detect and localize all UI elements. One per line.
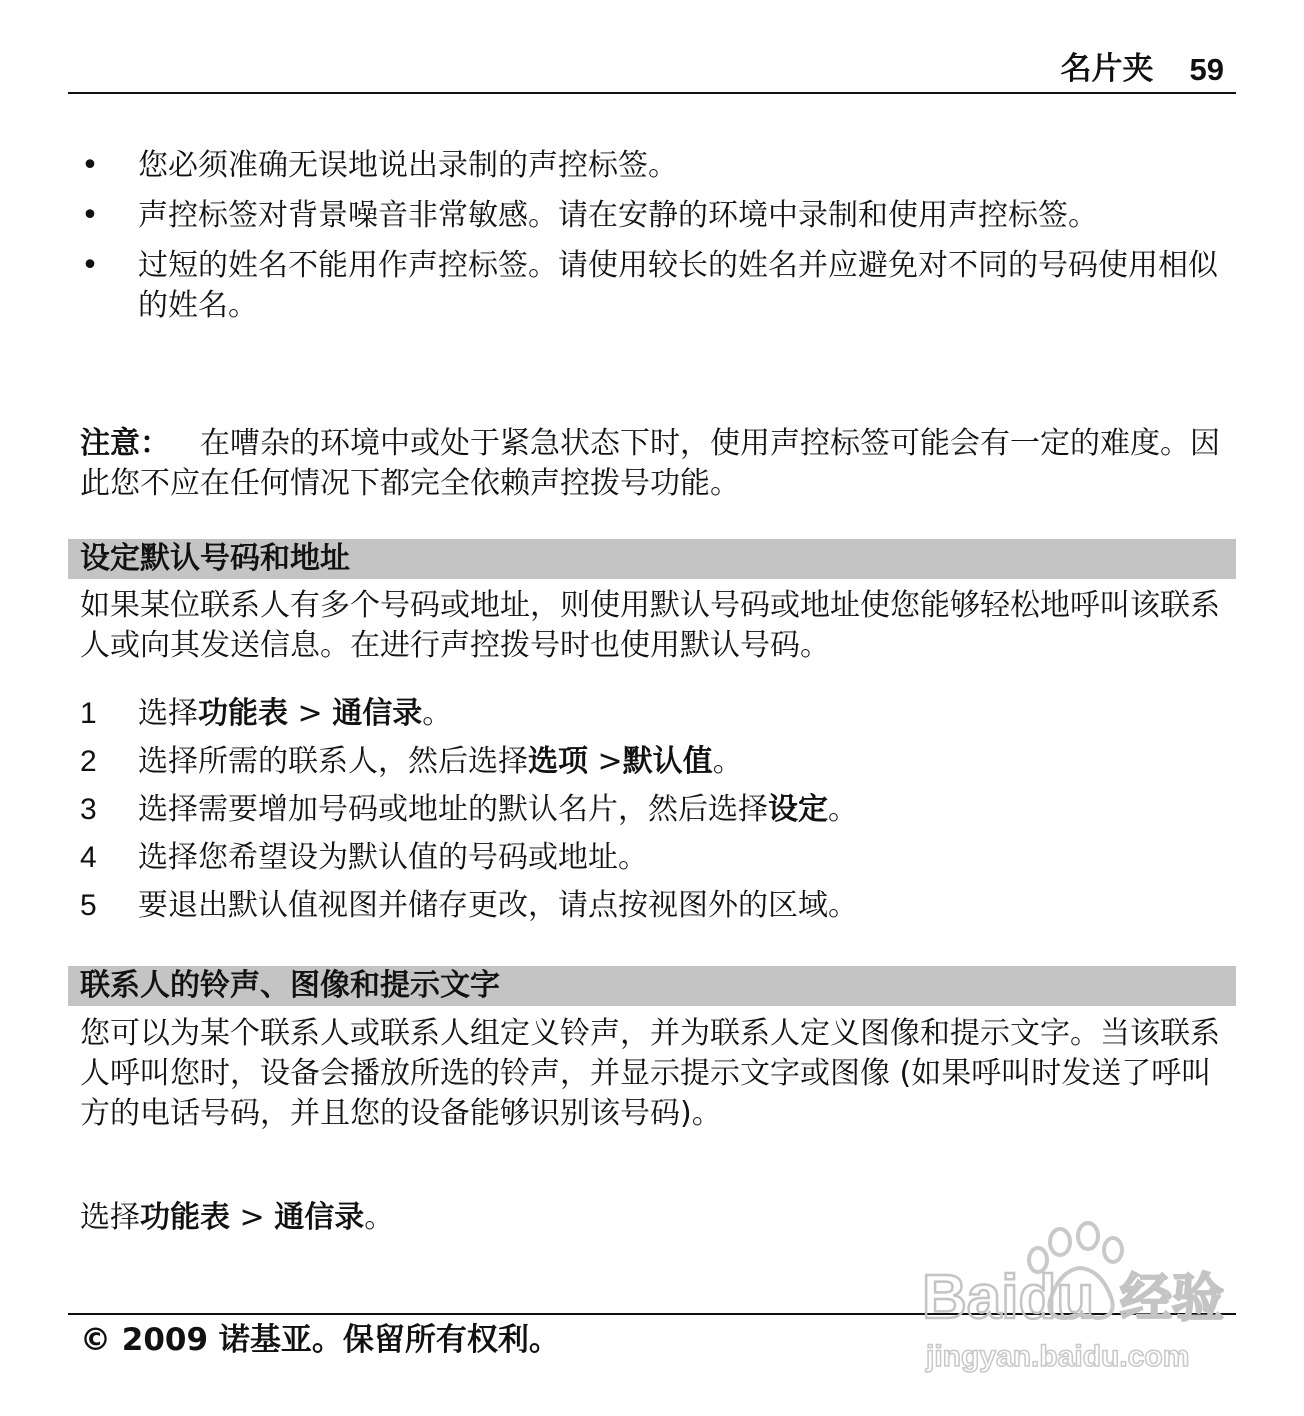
- menu-separator: >: [288, 696, 333, 731]
- copyright-footer: © 2009 诺基亚。保留所有权利。: [80, 1322, 560, 1358]
- step-number: 3: [80, 793, 97, 826]
- menu-reference: 选项: [528, 744, 588, 779]
- menu-separator: >: [588, 744, 623, 779]
- bullet-icon: •: [81, 148, 99, 183]
- step-text: 要退出默认值视图并储存更改，请点按视图外的区域。: [138, 888, 858, 923]
- steps-list: [80, 694, 1224, 934]
- instruction-text: 选择: [80, 1200, 140, 1235]
- menu-reference: 功能表: [198, 696, 288, 731]
- bullet-icon: •: [81, 198, 99, 233]
- step-end: 。: [422, 696, 453, 731]
- step-item: [80, 742, 1224, 790]
- instruction-end: 。: [364, 1200, 395, 1235]
- bullet-list: [80, 146, 1224, 336]
- section-heading-ringtones: 联系人的铃声、图像和提示文字: [68, 966, 1236, 1006]
- step-number: 1: [80, 697, 97, 730]
- bullet-text: 声控标签对背景噪音非常敏感。请在安静的环境中录制和使用声控标签。: [138, 198, 1098, 233]
- step-item: [80, 790, 1224, 838]
- note-label: 注意：: [80, 426, 170, 461]
- note-paragraph: [80, 424, 1224, 504]
- step-text: 选择所需的联系人，然后选择: [138, 744, 528, 779]
- menu-reference: 通信录: [332, 696, 423, 731]
- step-item: [80, 694, 1224, 742]
- step-number: 2: [80, 745, 97, 778]
- bullet-text: 过短的姓名不能用作声控标签。请使用较长的姓名并应避免对不同的号码使用相似的姓名。: [138, 248, 1218, 323]
- step-text: 选择: [138, 696, 198, 731]
- section-heading-default-number: 设定默认号码和地址: [68, 539, 1236, 579]
- step-item: [80, 886, 1224, 934]
- page-number: 59: [1189, 52, 1224, 87]
- section2-intro: 您可以为某个联系人或联系人组定义铃声，并为联系人定义图像和提示文字。当该联系人呼叫您时，设备会播放所选的铃声，并显示提示文字或图像 (如果呼叫时发送了呼叫方的电话号码，并且您的设备能够识别该号码)。: [80, 1016, 1220, 1131]
- list-item: [80, 146, 1224, 186]
- watermark-url: jingyan.baidu.com: [926, 1340, 1190, 1373]
- list-item: [80, 196, 1224, 236]
- watermark-suffix: 经验: [1120, 1269, 1225, 1329]
- menu-reference: 设定: [768, 792, 828, 827]
- step-number: 5: [80, 889, 97, 922]
- menu-reference: 默认值: [622, 744, 713, 779]
- bullet-text: 您必须准确无误地说出录制的声控标签。: [138, 148, 678, 183]
- page-header: [68, 40, 1236, 94]
- menu-separator: >: [230, 1200, 275, 1235]
- note-text: 在嘈杂的环境中或处于紧急状态下时，使用声控标签可能会有一定的难度。因此您不应在任何情况下都完全依赖声控拨号功能。: [80, 426, 1220, 501]
- step-text: 选择您希望设为默认值的号码或地址。: [138, 840, 648, 875]
- bullet-icon: •: [81, 248, 99, 283]
- section1-intro: 如果某位联系人有多个号码或地址，则使用默认号码或地址使您能够轻松地呼叫该联系人或向其发送信息。在进行声控拨号时也使用默认号码。: [80, 588, 1220, 663]
- step-text: 选择需要增加号码或地址的默认名片，然后选择: [138, 792, 768, 827]
- chapter-title: 名片夹: [1060, 51, 1154, 87]
- step-end: 。: [712, 744, 743, 779]
- menu-reference: 功能表: [140, 1200, 230, 1235]
- step-number: 4: [80, 841, 97, 874]
- list-item: [80, 246, 1224, 326]
- menu-reference: 通信录: [274, 1200, 365, 1235]
- watermark-brand: Baidu: [922, 1263, 1095, 1332]
- step-item: [80, 838, 1224, 886]
- step-end: 。: [828, 792, 858, 827]
- baidu-jingyan-watermark: [910, 1220, 1240, 1380]
